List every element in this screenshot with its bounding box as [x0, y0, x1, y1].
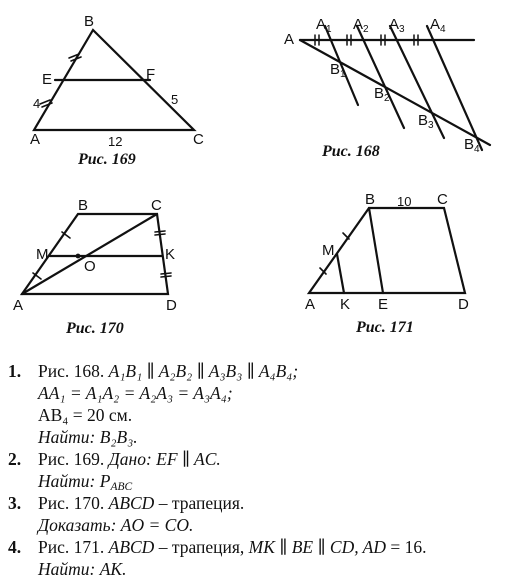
fig168-label-a2: $A_2$ [353, 16, 369, 35]
fig169-drawing [34, 30, 194, 130]
fig168-line-3 [390, 26, 444, 138]
fig171-label-b: B [365, 191, 376, 208]
fig168-label-a1: $A_1$ [316, 16, 332, 35]
fig169-label-f: F [146, 66, 156, 83]
fig169-label-c: C [193, 131, 204, 148]
fig168-line-4 [427, 26, 482, 155]
task-number: 3. [8, 493, 22, 513]
fig168-label-b4: $B_4$ [464, 136, 480, 155]
fig170-label-o: O [84, 258, 96, 275]
task-number: 1. [8, 361, 22, 381]
task-2 [8, 448, 528, 492]
fig171-length-bc: 10 [397, 194, 412, 209]
fig170-label-a: A [13, 297, 24, 314]
fig171-label-e: E [378, 296, 389, 313]
fig169-length-ae: 4 [33, 96, 41, 111]
task-list [8, 360, 528, 580]
fig171-segment-be [369, 208, 383, 293]
fig170-label-b: B [78, 197, 89, 214]
fig170-label-d: D [166, 297, 177, 314]
task-line: Найти: AK. [38, 559, 127, 579]
fig168-label-a3: $A_3$ [389, 16, 405, 35]
fig168-caption: Рис. 168 [322, 143, 380, 160]
task-line: Доказать: AO = CO. [38, 515, 194, 535]
fig168-label-b2: $B_2$ [374, 85, 390, 104]
fig170-point-o [76, 254, 81, 259]
fig169-label-b: B [84, 13, 95, 30]
task-line: Найти: $P_{ABC}$ [38, 471, 133, 493]
fig168-label-b3: $B_3$ [418, 112, 434, 131]
fig170-caption: Рис. 170 [66, 320, 124, 337]
fig171-label-k: K [340, 296, 351, 313]
task-number: 4. [8, 537, 22, 557]
fig169-caption: Рис. 169 [78, 151, 136, 168]
task-line: AB₄ = 20 см. [38, 405, 133, 425]
fig168-label-a: A [284, 31, 295, 48]
task-3 [8, 492, 528, 536]
fig170-label-m: M [36, 246, 49, 263]
task-1 [8, 360, 528, 448]
fig171-label-m: M [322, 242, 335, 259]
fig170-label-c: C [151, 197, 162, 214]
fig169-label-a: A [30, 131, 41, 148]
fig171-label-a: A [305, 296, 316, 313]
fig171-segment-mk [337, 254, 344, 293]
fig169-label-e: E [42, 71, 53, 88]
task-line: Рис. 169. Дано: EF ∥ AC. [38, 449, 221, 469]
fig171-caption: Рис. 171 [356, 319, 414, 336]
task-line: Рис. 168. A₁B₁ ∥ A₂B₂ ∥ A₃B₃ ∥ A₄B₄; [38, 361, 299, 381]
fig171-label-d: D [458, 296, 469, 313]
fig169-length-fc: 5 [171, 92, 179, 107]
task-4 [8, 536, 528, 580]
task-line: Рис. 170. ABCD – трапеция. [38, 493, 245, 513]
fig169-length-ac: 12 [108, 134, 123, 149]
fig170-label-k: K [165, 246, 176, 263]
task-line: Найти: B₂B₃. [38, 427, 138, 447]
task-line: AA₁ = A₁A₂ = A₂A₃ = A₃A₄; [38, 383, 233, 403]
task-line: Рис. 171. ABCD – трапеция, MK ∥ BE ∥ CD, AD = 16. [38, 537, 427, 557]
task-number: 2. [8, 449, 22, 469]
fig168-label-b1: $B_1$ [330, 61, 346, 80]
fig168-ray-b [300, 40, 490, 145]
fig171-label-c: C [437, 191, 448, 208]
fig168-label-a4: $A_4$ [430, 16, 446, 35]
